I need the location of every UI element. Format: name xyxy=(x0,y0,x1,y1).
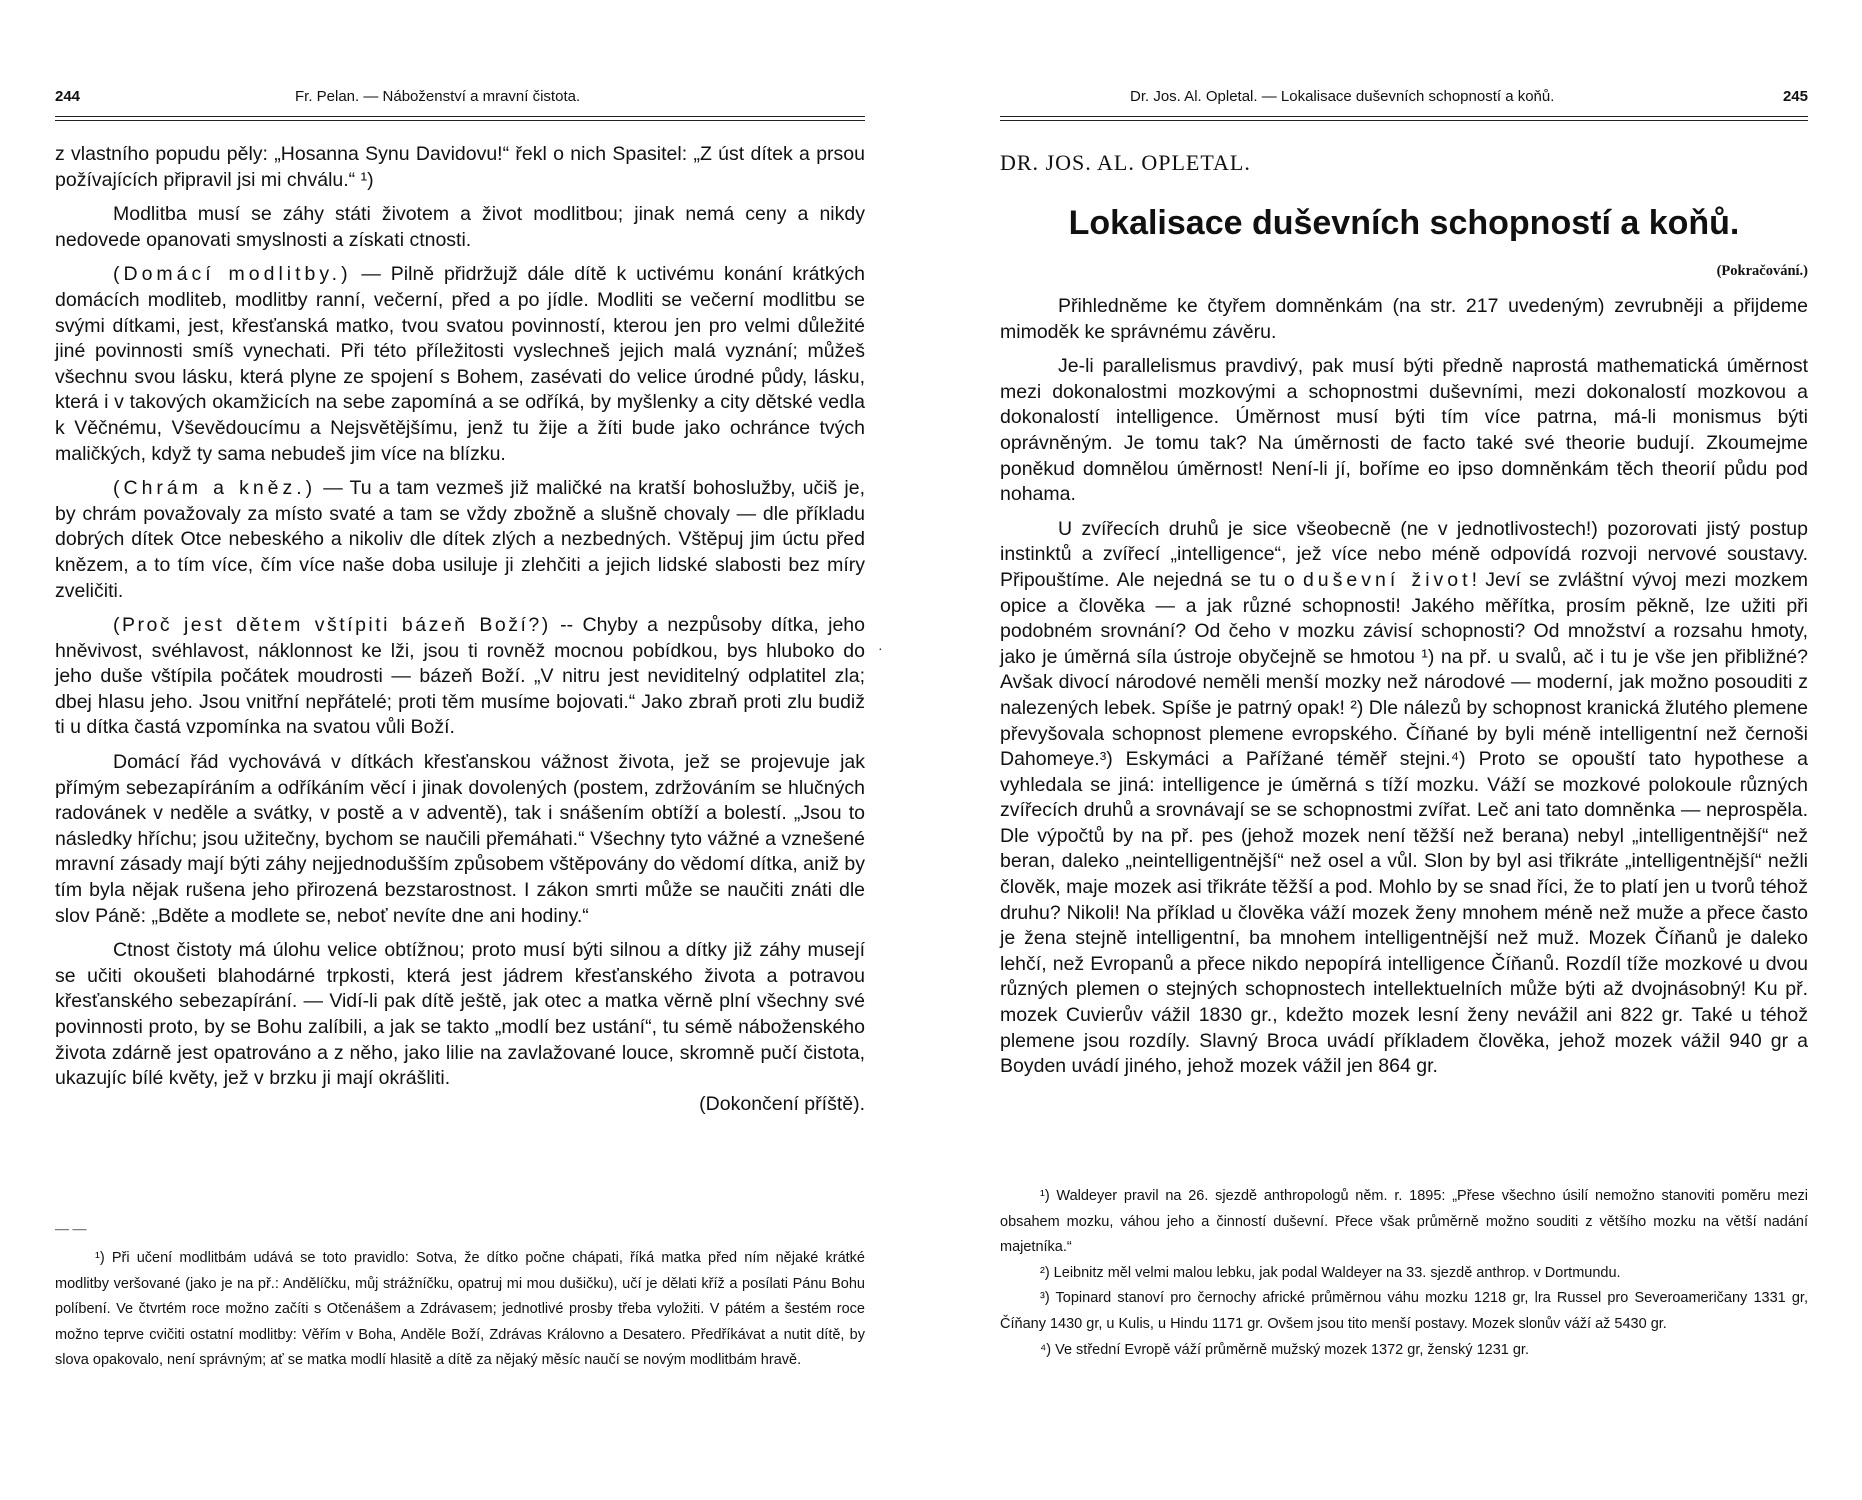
section-heading: (Chrám a kněz.) xyxy=(113,477,317,500)
continued-label: (Pokračování.) xyxy=(1716,263,1808,279)
footnote: ⁴) Ve střední Evropě váží průměrně mužský mozek 1372 gr, ženský 1231 gr. xyxy=(1040,1341,1529,1358)
header-rule xyxy=(1000,116,1808,117)
paragraph: Modlitba musí se záhy státi životem a život modlitbou; jinak nemá ceny a nikdy nedovede opanovati smyslnosti a získati ctnosti. xyxy=(55,203,865,251)
header-rule xyxy=(55,120,865,121)
paragraph-text: U zvířecích druhů je sice všeobecně (ne v jednotlivostech!) pozorovati jistý postup instinktů a zvířecí „intelligence“, jež více nebo méně odpovídá rozvoji nervové soustavy. Připouštíme. Ale nejedná se tu o xyxy=(1000,517,1808,591)
emphasis-spaced: duševní život xyxy=(1302,568,1472,591)
paragraph-text: — Tu a tam vezmeš již maličké na kratší bohoslužby, učiš je, by chrám považovaly za místo svaté a tam se vždy zbožně a slušně chovaly — dle příkladu dobrých dítek Otce nebeského a nikoliv dle dítek zlých a nezbedných. Vštěpuj jim úctu před knězem, a to tím více, čím více naše doba usiluje ji zlehčiti a jejich lidské slabosti bez míry zveličiti. xyxy=(55,477,865,602)
right-body-text xyxy=(1000,294,1808,1089)
margin-mark: · xyxy=(878,643,883,658)
article-author: DR. JOS. AL. OPLETAL. xyxy=(1000,150,1251,175)
footnote: ³) Topinard stanoví pro černochy africké průměrnou váhu mozku 1218 gr, lra Russel pro Severoameričany 1331 gr, Číňany 1430 gr, u Kulis, u Hindu 1171 gr. Ovšem jsou tito menší postavy. Mozek slonův váží až 5430 gr. xyxy=(1000,1290,1808,1332)
paragraph-text: ! Jeví se zvláštní vývoj mezi mozkem opice a člověka — a jak různé schopnosti! Jakého měřítka, prosím pěkně, lze užiti při podobném srovnání? Od čeho v mozku závisí schopnosti? Od množství a rozsahu hmoty, jako je úměrná síla ústroje obyčejně se hmotou ¹) na př. u svalů, ač i tu je vše jen přibližné? Avšak divocí národové neměli menší mozky než národové — moderní, jak možno posouditi z nalezených lebek. Spíše je patrný opak! ²) Dle nálezů by schopnost kranická žlutého plemene převyšovala schopnost plemene evropského. Číňané by byli méně intelligentní než černoši Dahomeye.³) Eskymáci a Pařížané téměř stejni.⁴) Proto se opouští tato hypothese a vyhledala se jiná: intelligence je úměrná s tíží mozku. Váží se mozkové polokoule různých zvířecích druhů a srovnávají se se schopnostmi zvířat. Leč ani tato domněnka — neprospěla. Dle výpočtů by na př. pes (jehož mozek není těžší než berana) nebyl „intelligentnější“ než beran, daleko „neintelligentnější“ než osel a vůl. Slon by byl asi třikráte „intelligentnější“ nežli člověk, maje mozek asi třikráte těžší a pod. Mohlo by se snad říci, že to platí jen u tvorů téhož druhu? Nikoli! Na příklad u člověka váží mozek ženy mnohem méně než muže a přece často je žena stejně intelligentní, ba mnohem intelligentnější než muž. Mozek Číňanů je daleko lehčí, než Evropanů a přece nikdo nepopírá intelligence Číňanů. Rozdíl tíže mozkové u dvou různých plemen o stejných schopnostech intellektuelních může býti až dvojnásobný! Ku př. mozek Cuvierův vážil 1830 gr., kdežto mozek lesní ženy nevážil ani 822 gr. Také u téhož plemene jsou rozdíly. Slavný Broca uvádí příkladem člověka, jehož mozek vážil 940 gr a Boyden uvádí jiného, jehož mozek vážil jen 864 gr. xyxy=(1000,568,1808,1078)
left-running-head xyxy=(55,88,865,110)
left-footnotes xyxy=(55,1246,865,1374)
right-footnotes xyxy=(1000,1184,1808,1363)
paragraph-text: — Pilně přidržujž dále dítě k uctivému konání krátkých domácích modliteb, modlitby ranní, večerní, před a po jídle. Modliti se večerní modlitbu se svými dítkami, jest, křesťanská matko, tvou svatou povinností, kterou jen pro velmi důležité jiné povinnosti smíš vynechati. Při této příležitosti vyslechneš jejich malá vyznání; můžeš všechnu svou lásku, která plyne ze spojení s Bohem, zasévati do velice úrodné půdy, lásku, která i v takových okamžicích na sebe zapomíná a se odříká, by myšlenky a city dětské vedla k Věčnému, Vševědoucímu a Nejsvětějšímu, jenž tu žije a žíti bude jako ochránce tvých maličkých, když ty sama nebudeš jim více na blízku. xyxy=(55,263,865,465)
running-head-title: Fr. Pelan. — Náboženství a mravní čistota. xyxy=(295,88,581,105)
footnote-separator: — — xyxy=(55,1222,87,1237)
paragraph xyxy=(55,262,865,467)
paragraph xyxy=(1000,517,1808,1080)
section-heading: (Domácí modlitby.) xyxy=(113,263,352,286)
header-rule xyxy=(1000,120,1808,121)
page-number: 245 xyxy=(1782,88,1808,105)
paragraph xyxy=(55,476,865,604)
continuation-note: (Dokončení příště). xyxy=(699,1092,865,1115)
footnote: ²) Leibnitz měl velmi malou lebku, jak podal Waldeyer na 33. sjezdě anthrop. v Dortmundu. xyxy=(1040,1264,1621,1281)
paragraph: Je-li parallelismus pravdivý, pak musí býti předně naprostá mathematická úměrnost mezi dokonalostmi mozkovými a schopnostmi duševními, mezi dokonalostí mozkovou a dokonalostí intelligence. Úměrnost musí býti tím více patrna, má-li monismus býti oprávněným. Je tomu tak? Na úměrnosti de facto také své theorie budují. Zkoumejme poněkud domnělou úměrnost! Není-li jí, boříme eo ipso domněnkám těch theorií půdu pod nohama. xyxy=(1000,355,1808,506)
page-number: 244 xyxy=(55,88,81,105)
right-running-head xyxy=(1000,88,1808,110)
paragraph: Domácí řád vychovává v dítkách křesťanskou vážnost života, jež se projevuje jak přímým sebezapíráním a odříkáním věcí i jinak dovolených (postem, zdržováním se hlučných radovánek v neděle a svátky, v postě a v adventě), tak i snášením obtíží a bolestí. „Jsou to následky hříchu; jsou užitečny, bychom se naučili přemáhati.“ Všechny tyto vážné a vznešené mravní zásady mají býti záhy nejjednodušším způsobem vštěpovány do vědomí dítka, aniž by tím byla nějak rušena jeho přirozená bezstarostnost. I zákon smrti může se naučiti znáti dle slov Páně: „Bděte a modlete se, neboť nevíte dne ani hodiny.“ xyxy=(55,751,865,927)
section-heading: (Proč jest dětem vštípiti bázeň Boží?) xyxy=(113,614,551,637)
running-head-title: Dr. Jos. Al. Opletal. — Lokalisace duševních schopností a koňů. xyxy=(1130,88,1555,105)
paragraph: Přihledněme ke čtyřem domněnkám (na str. 217 uvedeným) zevrubněji a přijdeme mimoděk ke správnému závěru. xyxy=(1000,295,1808,343)
paragraph-text: -- Chyby a nezpůsoby dítka, jeho hněvivost, svéhlavost, náklonnost ke lži, jsou ti rovněž mocnou pobídkou, bys hluboko do jeho duše vštípila počátek moudrosti — bázeň Boží. „V nitru jest neviditelný odplatitel zla; dbej hlasu jeho. Jsou vnitřní nepřátelé; proti těm musíme bojovati.“ Jako zbraň proti zlu budiž ti u dítka častá vzpomínka na svatou vůli Boží. xyxy=(55,614,866,739)
article-title: Lokalisace duševních schopností a koňů. xyxy=(1068,204,1740,242)
left-body-text xyxy=(55,142,865,1126)
footnote: ¹) Waldeyer pravil na 26. sjezdě anthropologů něm. r. 1895: „Přese všechno úsilí nemožno stanoviti poměru mezi obsahem mozku, váhou jeho a činností duševní. Přece však průměrně možno souditi z většího mozku na větší nadání majetníka.“ xyxy=(1000,1188,1808,1256)
paragraph: z vlastního popudu pěly: „Hosanna Synu Davidovu!“ řekl o nich Spasitel: „Z úst dítek a prsou požívajících připravil jsi mi chválu.“ ¹) xyxy=(55,143,865,191)
paragraph xyxy=(55,613,865,741)
paragraph: Ctnost čistoty má úlohu velice obtížnou; proto musí býti silnou a dítky již záhy musejí se učiti okoušeti blahodárné trpkosti, která jest jádrem křesťanského života a potravou křesťanského sebezapírání. — Vidí-li pak dítě ještě, jak otec a matka věrně plní všechny své povinnosti proto, by se Bohu zalíbili, a jak se takto „modlí bez ustání“, tu sémě náboženského života zdárně jest opatrováno a z něho, jako lilie na zavlažované louce, skromně pučí čistota, ukazujíc bílé květy, jež v brzku ji mají okrášliti. xyxy=(55,939,865,1090)
header-rule xyxy=(55,116,865,117)
footnote: ¹) Při učení modlitbám udává se toto pravidlo: Sotva, že dítko počne chápati, říká matka před ním nějaké krátké modlitby veršované (jako je na př.: Andělíčku, můj strážníčku, opatruj mi mou dušičku), učí je dělati kříž a posílati Pánu Bohu políbení. Ve čtvrtém roce možno začíti s Otčenášem a Zdrávasem; jednotlivé prosby třeba vyložiti. V pátém a šestém roce možno teprve cvičiti ostatní modlitby: Věřím v Boha, Anděle Boží, Zdrávas Královno a Desatero. Předříkávat a nutit dítě, by slova opakovalo, není správným; ať se matka modlí hlasitě a dítě za nějaký měsíc naučí se novým modlitbám hravě. xyxy=(55,1250,865,1369)
